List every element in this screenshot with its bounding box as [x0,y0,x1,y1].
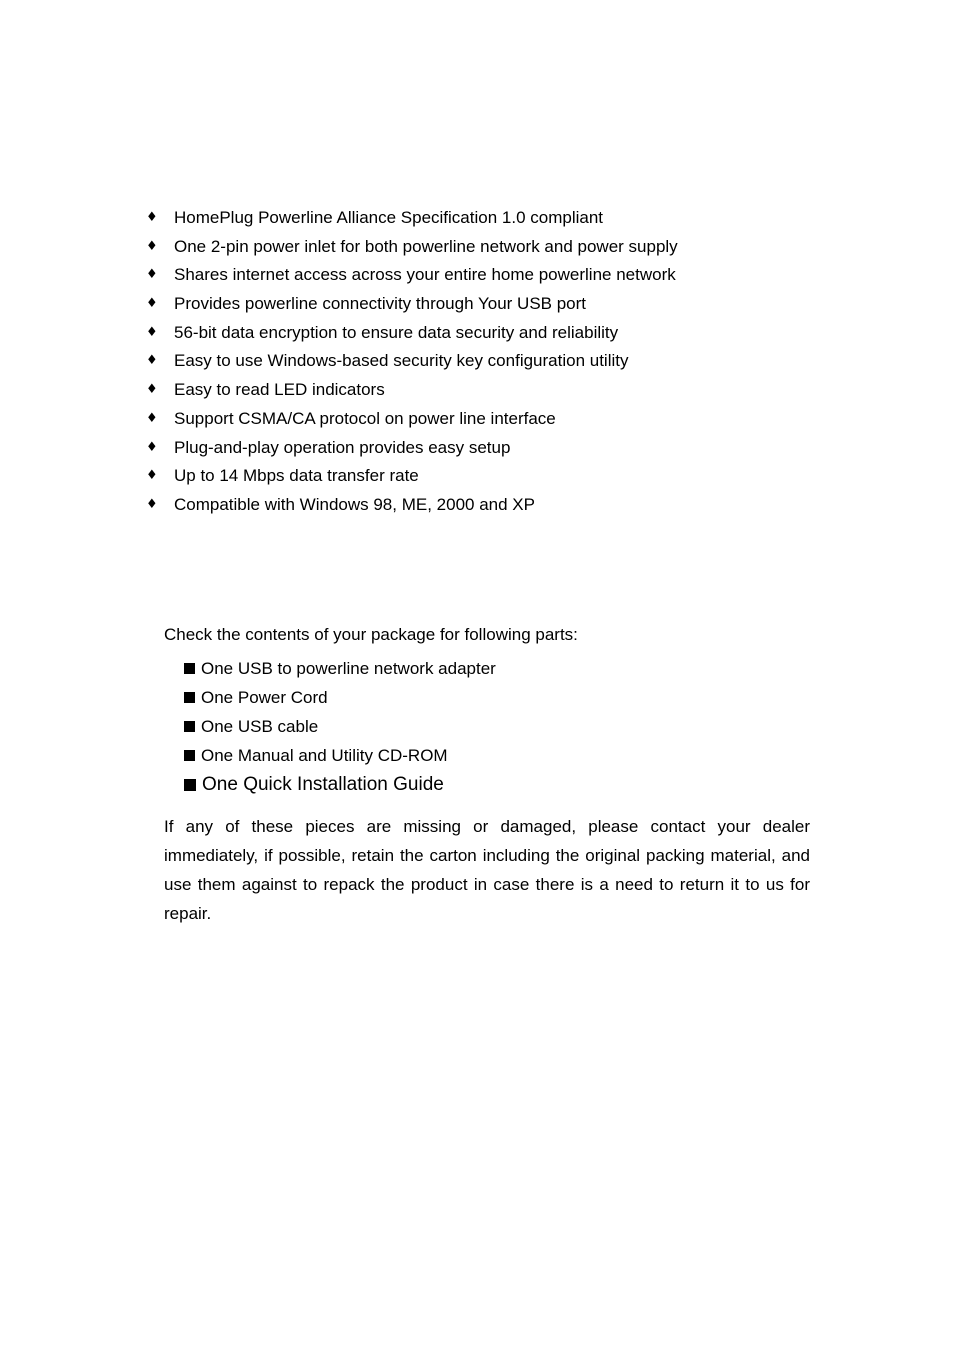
feature-text: 56-bit data encryption to ensure data security and reliability [174,322,619,342]
feature-text: Provides powerline connectivity through Your USB port [174,294,587,314]
diamond-bullet-icon: ♦ [146,439,158,455]
square-bullet-icon [184,663,195,674]
package-item [184,741,496,770]
feature-text: Compatible with Windows 98, ME, 2000 and XP [174,494,535,514]
missing-parts-note: If any of these pieces are missing or damaged, please contact your dealer immediately, if possible, retain the carton including the original packing material, and use them against to repack the product in case there is a need to return it to us for repair. [164,817,810,923]
package-intro: Check the contents of your package for following parts: [164,625,578,644]
square-bullet-icon [184,779,196,791]
package-item [184,712,496,741]
feature-text: Shares internet access across your entire home powerline network [174,265,676,285]
feature-text: One 2-pin power inlet for both powerline network and power supply [174,236,678,256]
diamond-bullet-icon: ♦ [146,210,158,225]
feature-text: Support CSMA/CA protocol on power line interface [174,408,556,428]
square-bullet-icon [184,750,195,761]
package-item [184,683,496,712]
feature-text: Easy to use Windows-based security key configuration utility [174,351,629,371]
diamond-bullet-icon: ♦ [146,410,158,426]
diamond-bullet-icon: ♦ [146,324,158,340]
package-item-text: One USB to powerline network adapter [201,659,496,678]
feature-text: Easy to read LED indicators [174,380,385,400]
feature-text: HomePlug Powerline Alliance Specification 1.0 compliant [174,208,604,227]
package-item-text: One Quick Installation Guide [202,774,444,795]
square-bullet-icon [184,721,195,732]
diamond-bullet-icon: ♦ [146,296,158,312]
diamond-bullet-icon: ♦ [146,382,158,398]
diamond-bullet-icon: ♦ [146,238,158,254]
diamond-bullet-icon: ♦ [146,468,158,484]
package-item-text: One USB cable [201,717,319,736]
square-bullet-icon [184,692,195,703]
diamond-bullet-icon: ♦ [146,353,158,369]
feature-text: Up to 14 Mbps data transfer rate [174,466,419,486]
package-contents-list [184,654,496,799]
diamond-bullet-icon: ♦ [146,267,158,283]
feature-text: Plug-and-play operation provides easy setup [174,437,511,457]
diamond-bullet-icon: ♦ [146,496,158,512]
package-item-text: One Manual and Utility CD-ROM [201,746,448,765]
package-item-text: One Power Cord [201,688,328,707]
package-item [184,654,496,683]
package-item [184,770,496,799]
